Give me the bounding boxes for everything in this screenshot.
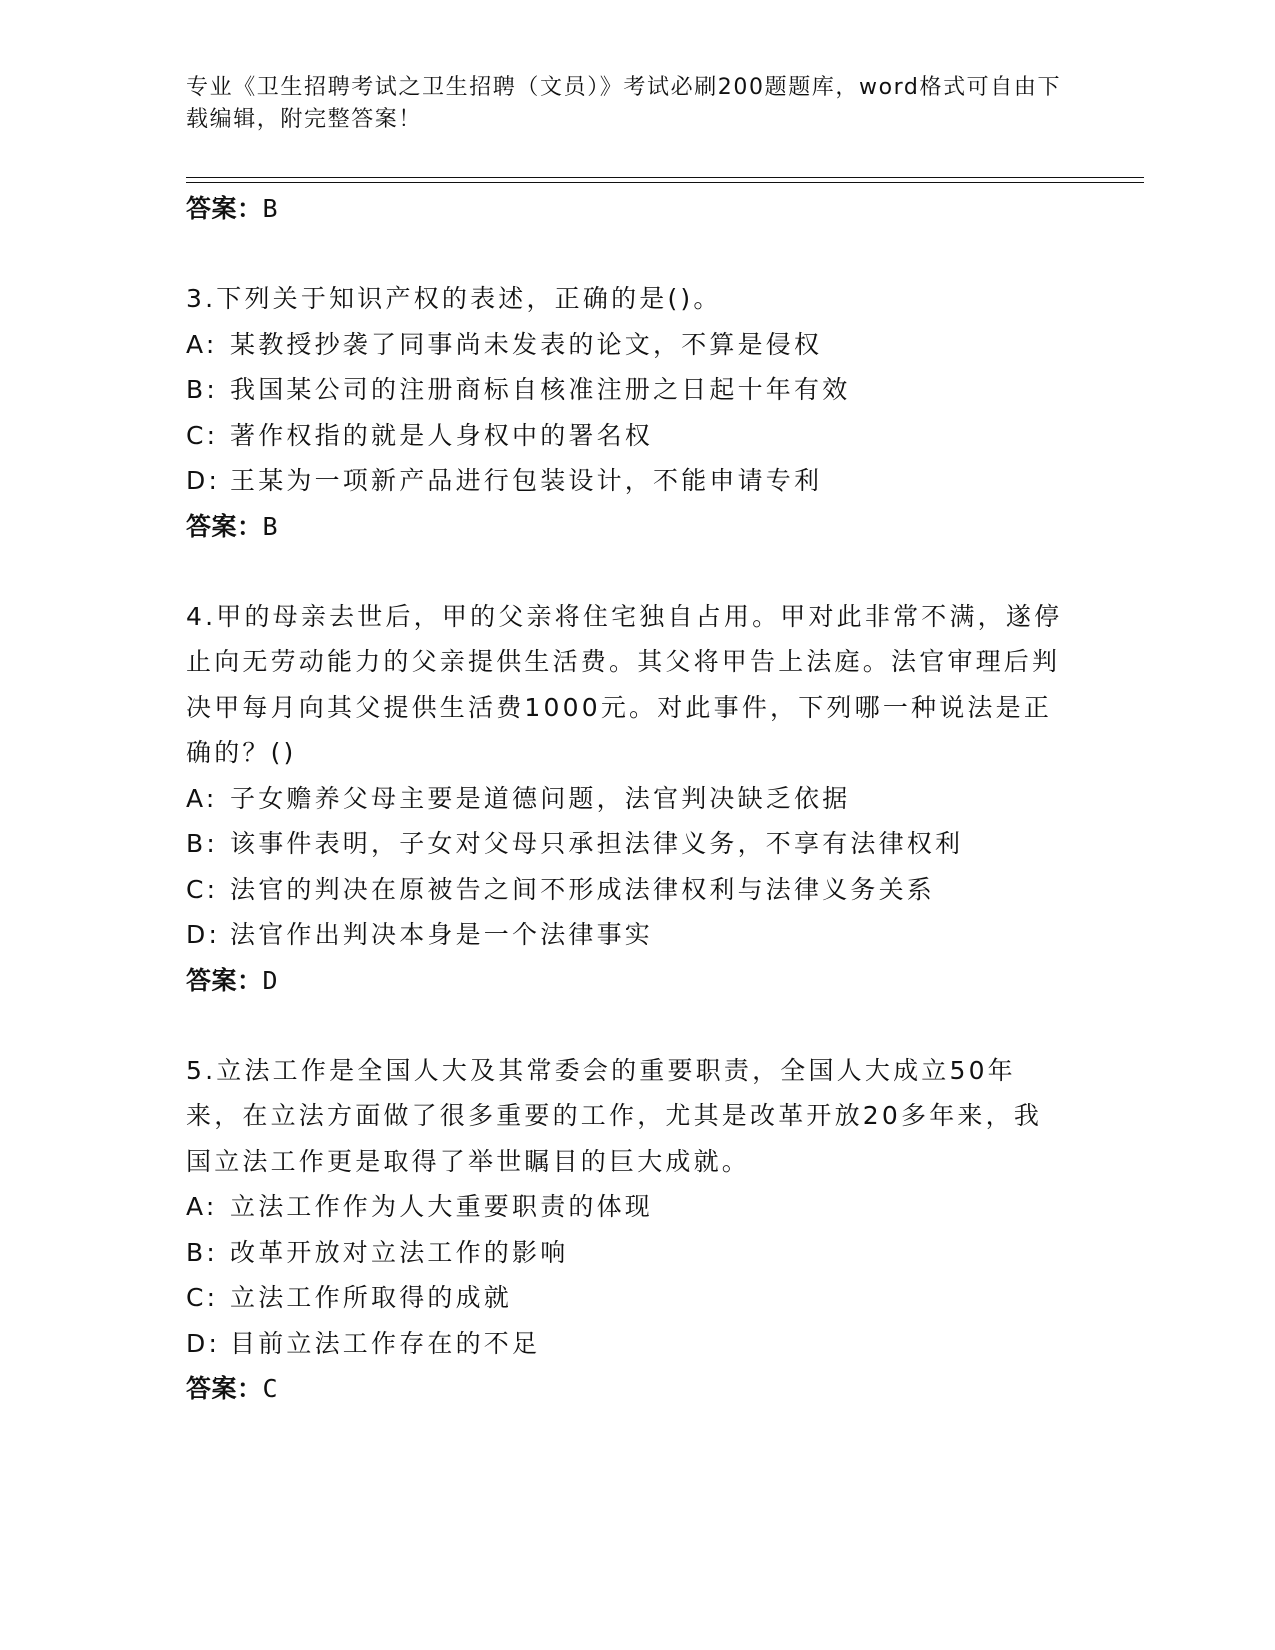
option-text: 著作权指的就是人身权中的署名权 xyxy=(230,420,654,450)
option-key: C: xyxy=(186,1283,219,1312)
question-text xyxy=(186,276,1066,322)
question-list xyxy=(186,186,1066,1412)
question-stem: 甲的母亲去世后，甲的父亲将住宅独自占用。甲对此非常不满，遂停止向无劳动能力的父亲提供生活费。其父将甲告上法庭。法官审理后判决甲每月向其父提供生活费1000元。对此事件，下列哪一种说法是正确的？() xyxy=(186,601,1063,767)
option-text: 目前立法工作存在的不足 xyxy=(230,1328,541,1358)
answer-line xyxy=(186,504,1066,550)
option-key: B: xyxy=(186,375,218,404)
option-key: C: xyxy=(186,420,219,450)
answer-line xyxy=(186,958,1066,1004)
option-text: 该事件表明，子女对父母只承担法律义务，不享有法律权利 xyxy=(230,829,964,858)
option-text: 王某为一项新产品进行包装设计，不能申请专利 xyxy=(230,466,823,495)
answer-line xyxy=(186,1366,1066,1412)
answer-label: 答案： xyxy=(186,511,263,541)
option-key: C: xyxy=(186,874,219,904)
option-a xyxy=(186,1184,1066,1230)
option-c xyxy=(186,413,1066,459)
answer-value: B xyxy=(262,511,279,541)
option-d xyxy=(186,1321,1066,1367)
question-stem: 立法工作是全国人大及其常委会的重要职责，全国人大成立50年来，在立法方面做了很多重要的工作，尤其是改革开放20多年来，我国立法工作更是取得了举世瞩目的巨大成就。 xyxy=(186,1055,1043,1176)
option-text: 子女赡养父母主要是道德问题，法官判决缺乏依据 xyxy=(230,783,851,813)
option-c xyxy=(186,867,1066,913)
option-d xyxy=(186,458,1066,504)
option-text: 立法工作作为人大重要职责的体现 xyxy=(230,1192,654,1221)
option-text: 法官作出判决本身是一个法律事实 xyxy=(230,920,654,949)
question-text xyxy=(186,594,1066,776)
option-a xyxy=(186,776,1066,822)
question-block-5 xyxy=(186,1048,1066,1413)
option-text: 法官的判决在原被告之间不形成法律权利与法律义务关系 xyxy=(230,874,936,904)
header-divider-bottom xyxy=(186,182,1144,183)
option-text: 我国某公司的注册商标自核准注册之日起十年有效 xyxy=(230,375,851,404)
option-a xyxy=(186,322,1066,368)
answer-line xyxy=(186,186,1066,232)
option-d xyxy=(186,912,1066,958)
option-key: D: xyxy=(186,466,221,495)
answer-value: B xyxy=(262,194,279,223)
header-divider-top xyxy=(186,177,1144,178)
answer-value: D xyxy=(262,965,279,995)
question-block-3 xyxy=(186,276,1066,550)
option-key: D: xyxy=(186,1328,221,1358)
question-number: 4. xyxy=(186,601,217,631)
option-b xyxy=(186,367,1066,413)
option-text: 改革开放对立法工作的影响 xyxy=(230,1237,569,1267)
question-text xyxy=(186,1048,1066,1185)
question-number: 5. xyxy=(186,1055,217,1085)
option-key: D: xyxy=(186,920,221,949)
option-text: 某教授抄袭了同事尚未发表的论文，不算是侵权 xyxy=(230,329,823,359)
question-number: 3. xyxy=(186,284,217,313)
option-key: A: xyxy=(186,329,218,359)
question-stem: 下列关于知识产权的表述，正确的是()。 xyxy=(216,284,722,313)
option-key: A: xyxy=(186,783,218,813)
option-key: B: xyxy=(186,1237,218,1267)
option-text: 立法工作所取得的成就 xyxy=(230,1283,513,1312)
question-block-4 xyxy=(186,594,1066,1004)
option-b xyxy=(186,821,1066,867)
option-key: B: xyxy=(186,829,218,858)
option-b xyxy=(186,1230,1066,1276)
option-c xyxy=(186,1275,1066,1321)
answer-label: 答案： xyxy=(186,965,263,995)
answer-label: 答案： xyxy=(186,194,263,223)
answer-label: 答案： xyxy=(186,1374,263,1403)
option-key: A: xyxy=(186,1192,218,1221)
document-header: 专业《卫生招聘考试之卫生招聘（文员）》考试必刷200题题库，word格式可自由下载编辑，附完整答案！ xyxy=(186,75,1062,132)
answer-value: C xyxy=(262,1374,279,1403)
